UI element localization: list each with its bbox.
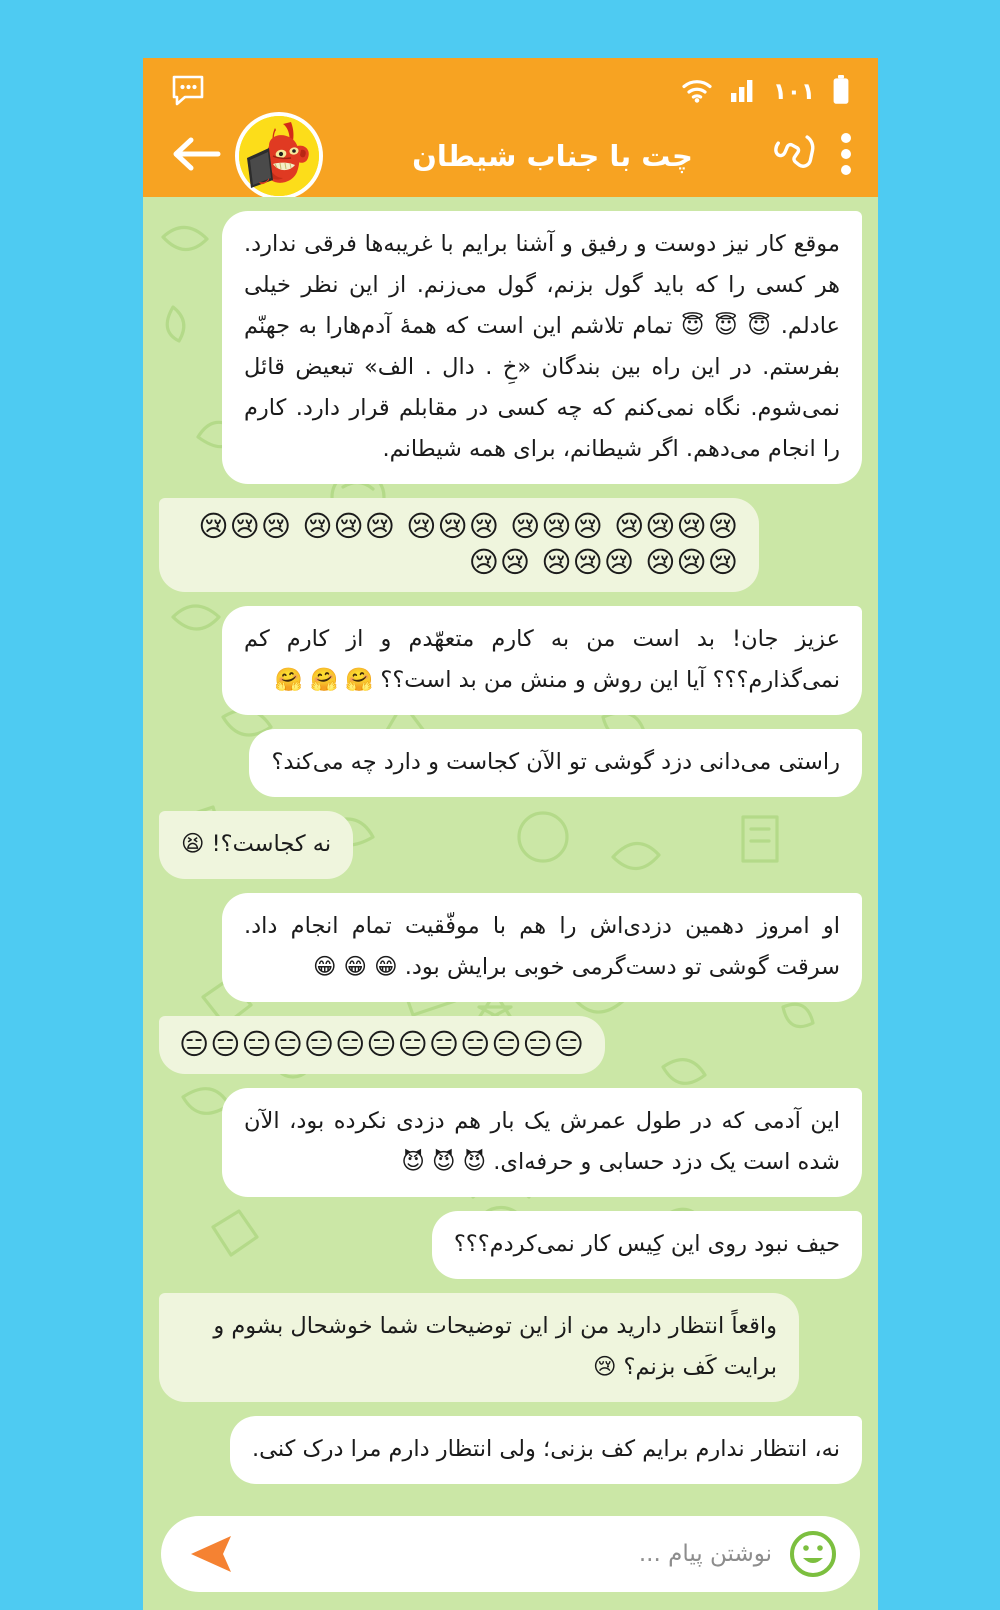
battery-icon	[832, 75, 850, 109]
message-row	[159, 1211, 862, 1279]
message-bubble-outgoing[interactable]: نه کجاست؟! 😫	[159, 811, 353, 879]
message-row	[159, 1016, 862, 1074]
message-input[interactable]	[237, 1541, 788, 1567]
avatar[interactable]	[235, 112, 323, 200]
message-row	[159, 1293, 862, 1402]
message-row	[159, 811, 862, 879]
header-row	[143, 114, 878, 197]
message-bubble-outgoing[interactable]: 😢😢😢😢 😢😢😢 😢😢😢 😢😢😢 😢😢😢 😢😢😢 😢😢😢 😢😢	[159, 498, 759, 593]
phone-call-icon[interactable]	[774, 131, 818, 181]
notification-icons	[171, 74, 205, 110]
wifi-icon	[681, 77, 713, 107]
page-title: چت با جناب شیطان	[412, 138, 693, 173]
back-arrow-icon[interactable]	[169, 132, 223, 180]
phone-frame	[143, 58, 878, 1462]
message-composer	[143, 1498, 878, 1610]
message-row	[159, 729, 862, 797]
chat-header	[143, 58, 878, 197]
message-bubble-incoming[interactable]: عزیز جان! بد است من به کارم متعهّدم و از کارم کم نمی‌گذارم؟؟؟ آیا این روش و منش من بد است؟؟ 🤗 🤗 🤗	[222, 606, 862, 715]
message-row	[159, 893, 862, 1002]
message-bubble-outgoing[interactable]: واقعاً انتظار دارید من از این توضیحات شما خوشحال بشوم و برایت کَف بزنم؟ 😢	[159, 1293, 799, 1402]
devil-avatar	[239, 116, 319, 196]
composer-input-container	[161, 1516, 860, 1592]
message-row	[159, 211, 862, 484]
emoji-smiley-icon[interactable]	[788, 1529, 838, 1579]
message-bubble-incoming[interactable]: راستی می‌دانی دزد گوشی تو الآن کجاست و دارد چه می‌کند؟	[249, 729, 862, 797]
status-indicators	[681, 75, 850, 109]
message-bubble-incoming[interactable]: موقع کار نیز دوست و رفیق و آشنا برایم با غریبه‌ها فرقی ندارد. هر کسی را که باید گول بزنم، گول می‌زنم. از این نظر خیلی عادلم. 😇 😇 😇 تمام تلاشم این است که همهٔ آدم‌هارا به جهنّم بفرستم. در این راه بین بندگان «خِ . دال . الف» تبعیض قائل نمی‌شوم. نگاه نمی‌کنم که چه کسی در مقابلم قرار دارد. کارم را انجام می‌دهم. اگر شیطانم، برای همه شیطانم.	[222, 211, 862, 484]
message-row	[159, 1088, 862, 1197]
message-row	[159, 606, 862, 715]
message-list	[143, 197, 878, 1498]
message-bubble-incoming[interactable]: او امروز دهمین دزدی‌اش را هم با موفّقیت تمام انجام داد. سرقت گوشی تو دست‌گرمی خوبی برایش بود. 😁 😁 😁	[222, 893, 862, 1002]
status-bar	[143, 72, 878, 112]
message-row	[159, 1416, 862, 1484]
message-bubble-incoming[interactable]: نه، انتظار ندارم برایم کف بزنی؛ ولی انتظار دارم مرا درک کنی.	[230, 1416, 862, 1484]
message-bubble-outgoing[interactable]: 😑😑😑😑😑😑😑😑😑😑😑😑😑	[159, 1016, 605, 1074]
chat-bubble-notification-icon	[171, 74, 205, 110]
message-bubble-incoming[interactable]: این آدمی که در طول عمرش یک بار هم دزدی نکرده بود، الآن شده است یک دزد حسابی و حرفه‌ای. 😈 😈 😈	[222, 1088, 862, 1197]
more-vertical-icon[interactable]	[840, 131, 852, 181]
message-row	[159, 498, 862, 593]
status-clock: ۱۰۱	[772, 78, 815, 105]
header-actions	[774, 131, 852, 181]
send-arrow-icon[interactable]	[183, 1530, 237, 1578]
signal-bars-icon	[730, 78, 756, 106]
message-bubble-incoming[interactable]: حیف نبود روی این کِیس کار نمی‌کردم؟؟؟	[432, 1211, 862, 1279]
chat-scroll-area[interactable]	[143, 197, 878, 1498]
